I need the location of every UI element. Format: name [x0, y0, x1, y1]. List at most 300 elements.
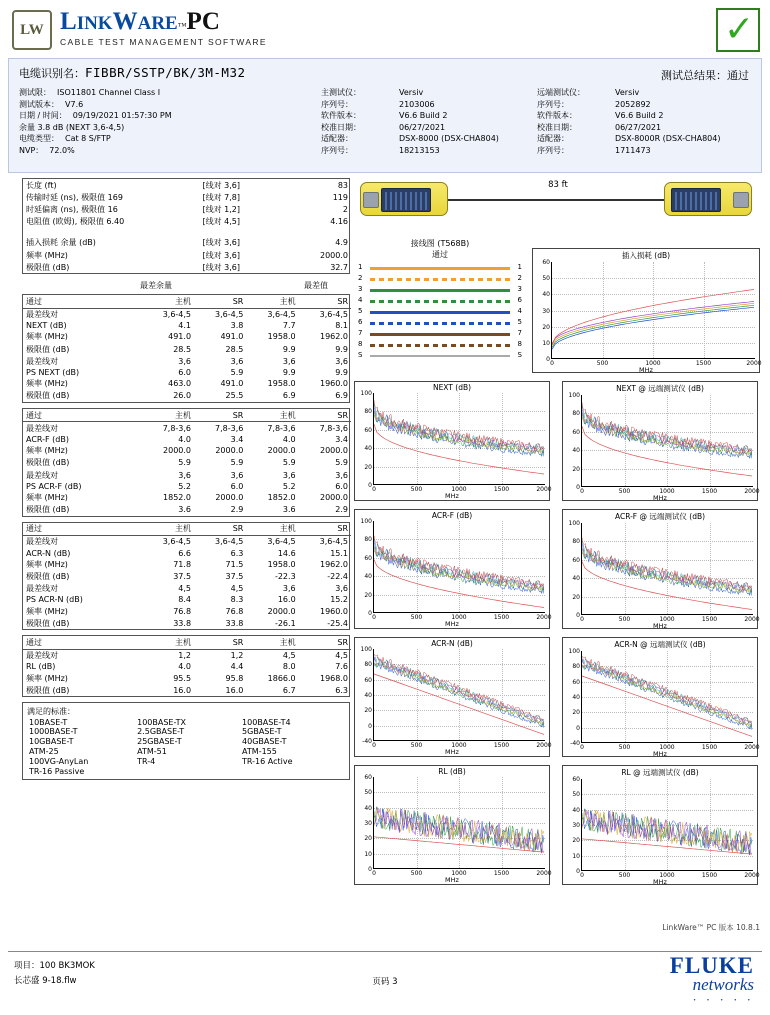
chart-xtick: 1000	[451, 870, 467, 877]
chart-xtick: 2000	[536, 486, 552, 493]
row-label: 电阻值 (欧姆), 极限值 6.40	[26, 217, 125, 227]
page-footer	[0, 955, 770, 1015]
row-label: ACR-F (dB)	[26, 434, 69, 444]
cell: 25.5	[225, 391, 244, 401]
row-label: 频率 (MHz)	[26, 492, 68, 502]
cell: -22.4	[327, 572, 348, 582]
chart-xtick: 2000	[536, 870, 552, 877]
cell: 5.9	[178, 458, 192, 468]
info-key: 序列号：	[537, 99, 569, 109]
chart-ytick: 60	[572, 678, 580, 686]
info-row	[19, 145, 319, 157]
right-column	[354, 178, 762, 886]
chart-panel	[562, 381, 758, 501]
col-sr2: SR	[337, 524, 348, 534]
table-row	[23, 662, 351, 672]
col-main: 主机	[175, 296, 192, 306]
cell: 9.9	[282, 368, 296, 378]
link-diagram	[354, 178, 762, 236]
chart-xtick: 500	[618, 744, 631, 751]
next-results-table	[22, 294, 350, 403]
brand-ware-w: W	[112, 8, 138, 35]
table-header-row	[23, 523, 351, 536]
standards-row	[27, 747, 345, 757]
chart-title: RL (dB)	[438, 767, 466, 776]
cell: 4,5	[335, 651, 348, 661]
info-value: 06/27/2021	[399, 122, 446, 132]
col-sr: SR	[232, 524, 244, 534]
col-sr2: SR	[337, 296, 348, 306]
col-status: 通过	[26, 296, 42, 306]
info-key: 测试限：	[19, 88, 51, 97]
info-row	[321, 145, 536, 157]
chart-ytick: 10	[364, 850, 372, 858]
table-row	[23, 343, 351, 355]
chart-xaxis-label: MHz	[653, 622, 667, 630]
row-value: 4.9	[335, 238, 348, 248]
table-row	[23, 331, 351, 343]
col-sr: SR	[232, 296, 244, 306]
row-label: 传输时延 (ns), 极限值 169	[26, 192, 123, 202]
row-label: 频率 (MHz)	[26, 673, 68, 683]
col-main: 主机	[175, 637, 192, 647]
cell: 14.6	[277, 548, 296, 558]
col-main2: 主机	[279, 637, 296, 647]
wiremap-pin-right: 2	[517, 274, 522, 282]
standard-item: TR-4	[137, 756, 156, 766]
row-value: 83	[337, 180, 348, 190]
chart-xtick: 1000	[659, 616, 675, 623]
cell: 7,8-3,6	[215, 423, 244, 433]
col-main2: 主机	[279, 410, 296, 420]
cell: 33.8	[173, 618, 192, 628]
cell: 1960.0	[320, 379, 348, 389]
table-row	[23, 203, 351, 215]
col-main2: 主机	[279, 296, 296, 306]
cell: -25.4	[327, 618, 348, 628]
cell: 3.4	[230, 434, 244, 444]
wiremap-pin-right: S	[517, 351, 522, 359]
table-row	[23, 321, 351, 331]
row-label: NEXT (dB)	[26, 321, 67, 331]
chart-ytick: 80	[572, 663, 580, 671]
info-row	[321, 110, 536, 122]
cell: 2.9	[230, 505, 244, 515]
chart-xtick: 2000	[536, 742, 552, 749]
info-column-remote-tester	[537, 87, 762, 157]
chart-xtick: 1500	[493, 614, 510, 621]
table-row	[23, 249, 351, 261]
chart-ytick: 20	[572, 837, 580, 845]
chart-xtick: 2000	[746, 360, 762, 367]
cell: 1962.0	[320, 559, 348, 569]
chart-xtick: 1500	[701, 488, 718, 495]
cell: 6.0	[230, 481, 244, 491]
row-label: PS ACR-N (dB)	[26, 595, 83, 605]
chart-xtick: 1500	[701, 744, 718, 751]
chart-xtick: 500	[618, 872, 631, 879]
info-key: 校准日期：	[321, 122, 361, 132]
cell: 15.2	[330, 595, 348, 605]
row-pair: [线对 3,6]	[202, 238, 240, 248]
table-row	[23, 261, 351, 273]
cell: 1,2	[178, 651, 192, 661]
project-value: 100 BK3MOK	[39, 961, 95, 971]
wiremap-pin-left: 2	[358, 274, 363, 282]
wiremap-pin-right: 4	[517, 307, 522, 315]
cell: -22.3	[274, 572, 296, 582]
chart-xtick: 2000	[744, 616, 760, 623]
info-key: 序列号：	[321, 99, 353, 109]
cell: 3,6-4,5	[162, 537, 192, 547]
brand-tm: ™	[177, 21, 187, 31]
chart-ytick: 10	[542, 339, 550, 347]
summary-table	[22, 178, 350, 274]
table-row	[23, 445, 351, 457]
cell: 3,6	[282, 470, 296, 480]
table-row	[23, 422, 351, 435]
wiremap-pin-right: 1	[517, 263, 522, 271]
chart-ytick: 40	[572, 806, 580, 814]
row-label: RL (dB)	[26, 662, 56, 672]
col-sr: SR	[232, 410, 244, 420]
cell: 16.0	[173, 685, 192, 695]
chart-ytick: 50	[542, 275, 550, 283]
page-number	[372, 975, 397, 987]
info-key: 余量 3.8 dB (NEXT 3,6-4,5)	[19, 122, 125, 132]
cell: 1962.0	[320, 332, 348, 342]
col-main: 主机	[175, 410, 192, 420]
row-label: 极限值 (dB)	[26, 262, 70, 272]
cell: 6.7	[282, 685, 296, 695]
standard-item: 100VG-AnyLan	[29, 756, 89, 766]
chart-ytick: 40	[572, 575, 580, 583]
col-sr2: SR	[337, 637, 348, 647]
standards-row	[27, 727, 345, 737]
chart-ytick: 0	[576, 868, 580, 875]
cell: 37.5	[173, 572, 192, 582]
wiremap-pin-right: 3	[517, 285, 522, 293]
footer-left	[14, 959, 95, 989]
wiremap-pin-left: 7	[358, 329, 363, 337]
wiremap-pin-left: 8	[358, 340, 363, 348]
info-row	[19, 110, 319, 122]
chart-ytick: 20	[572, 465, 580, 473]
chart-ytick: 80	[572, 538, 580, 546]
col-status: 通过	[26, 524, 42, 534]
chart-xtick: 0	[550, 360, 554, 367]
info-row	[321, 87, 536, 99]
chart-xaxis-label: MHz	[445, 492, 459, 500]
wiremap-pin-left: 3	[358, 285, 363, 293]
cell: 95.8	[225, 673, 244, 683]
chart-plot	[568, 392, 760, 495]
table-header-row	[23, 636, 351, 649]
info-value: ISO11801 Channel Class I	[57, 88, 161, 97]
chart-xtick: 0	[372, 870, 376, 877]
col-sr2: SR	[337, 410, 348, 420]
info-value: 09/19/2021 01:57:30 PM	[72, 111, 172, 121]
cell: 1852.0	[267, 492, 296, 502]
info-row	[537, 145, 762, 157]
info-key: 适配器：	[321, 134, 353, 144]
chart-title: ACR-F @ 远端测试仪 (dB)	[614, 512, 706, 521]
chart-ytick: 100	[360, 646, 372, 653]
info-value: V6.6 Build 2	[399, 111, 448, 121]
chart-xtick: 2000	[744, 488, 760, 495]
chart-ytick: 10	[572, 852, 580, 860]
cell: 7.6	[335, 662, 348, 672]
cell: 3,6	[335, 356, 348, 366]
project-label: 项目：	[14, 961, 40, 971]
standard-item: 2.5GBASE-T	[137, 727, 185, 737]
info-value: V7.6	[65, 99, 84, 109]
table-row	[23, 481, 351, 491]
cable-id-value: FIBBR/SSTP/BK/3M-M32	[85, 65, 246, 80]
chart-title: ACR-N (dB)	[431, 639, 473, 648]
margin-header-row	[22, 280, 350, 291]
tester-screen	[381, 188, 431, 212]
tester-screen	[671, 188, 721, 212]
software-version-note: LinkWare™ PC 版本 10.8.1	[662, 923, 760, 932]
info-key: NVP：	[19, 145, 44, 155]
cell: 2.9	[335, 505, 348, 515]
row-label: 长度 (ft)	[26, 180, 57, 190]
chart-xtick: 500	[618, 616, 631, 623]
brand-wordmark	[60, 8, 267, 47]
chart-ytick: 60	[364, 554, 372, 562]
info-row	[19, 122, 319, 134]
info-key: 适配器：	[537, 134, 569, 144]
cell: 6.3	[335, 685, 348, 695]
chart-title: 插入损耗 (dB)	[621, 251, 671, 260]
acrf-results-table	[22, 408, 350, 517]
page-value: 3	[392, 977, 398, 987]
standards-box	[22, 702, 350, 780]
cable-id-label: 电缆识别名：	[19, 67, 85, 80]
cell: 37.5	[225, 572, 244, 582]
cell: 8.3	[230, 595, 244, 605]
chart-panel	[562, 765, 758, 885]
cell: 1958.0	[267, 379, 296, 389]
cell: 8.4	[178, 595, 192, 605]
info-value: Versiv	[615, 88, 640, 97]
charts-grid	[354, 236, 762, 886]
info-key: 软件版本：	[537, 111, 577, 121]
chart-panel	[562, 637, 758, 757]
standard-item: TR-16 Passive	[29, 766, 85, 776]
chart-title: ACR-N @ 远端测试仪 (dB)	[614, 640, 706, 649]
cell: 95.5	[173, 673, 192, 683]
chart-title: NEXT @ 远端测试仪 (dB)	[616, 384, 704, 393]
cell: 2000.0	[320, 492, 348, 502]
row-label: 极限值 (dB)	[26, 391, 70, 401]
info-value: 18213153	[399, 145, 440, 155]
cell: 3.4	[335, 434, 348, 444]
chart-xtick: 0	[372, 486, 376, 493]
cell: 491.0	[220, 332, 244, 342]
cell: 5.9	[230, 458, 244, 468]
cell: 1,2	[230, 651, 244, 661]
col-main2: 主机	[279, 524, 296, 534]
chart-ytick: 20	[364, 463, 372, 471]
chart-ytick: 60	[572, 556, 580, 564]
cell: 3,6-4,5	[162, 310, 192, 320]
worst-value-label: 最差值	[304, 281, 328, 291]
chart-plot	[360, 518, 552, 621]
chart-ytick: 0	[576, 484, 580, 491]
chart-xtick: 0	[580, 872, 584, 879]
chart-ytick: 60	[572, 428, 580, 436]
chart-xtick: 1000	[451, 742, 467, 749]
worst-margin-label: 最差余量	[140, 281, 172, 291]
row-label: 最差线对	[26, 356, 58, 366]
col-main: 主机	[175, 524, 192, 534]
table-row	[23, 237, 351, 249]
chart-xtick: 500	[410, 486, 423, 493]
row-pair: [线对 3,6]	[202, 180, 240, 190]
table-row	[23, 216, 351, 228]
col-status: 通过	[26, 637, 42, 647]
brand-pc: PC	[186, 8, 220, 35]
table-row	[23, 491, 351, 503]
row-label: 频率 (MHz)	[26, 559, 68, 569]
row-label: 最差线对	[26, 584, 58, 594]
cell: 28.5	[225, 344, 244, 354]
cell: 28.5	[173, 344, 192, 354]
chart-ytick: 0	[368, 610, 372, 617]
fluke-wordmark: FLUKE	[669, 953, 754, 978]
cell: 3,6-4,5	[267, 310, 296, 320]
table-row	[23, 191, 351, 203]
chart-ytick: 60	[364, 774, 372, 781]
cell: 33.8	[225, 618, 244, 628]
chart-xtick: 1500	[493, 486, 510, 493]
cell: 2000.0	[267, 446, 296, 456]
table-row	[23, 457, 351, 469]
row-label: 极限值 (dB)	[26, 572, 70, 582]
cell: 6.6	[178, 548, 192, 558]
brand-link-ink: INK	[76, 13, 113, 34]
table-row	[23, 548, 351, 558]
cell: 3.8	[230, 321, 244, 331]
row-label: 极限值 (dB)	[26, 685, 70, 695]
row-pair: [线对 3,6]	[202, 250, 240, 260]
chart-xtick: 500	[410, 870, 423, 877]
cell: 26.0	[173, 391, 192, 401]
chart-ytick: 80	[364, 536, 372, 544]
cell: 5.9	[335, 458, 348, 468]
cell: 3,6-4,5	[267, 537, 296, 547]
table-row	[23, 504, 351, 516]
standards-title: 满足的标准：	[27, 707, 75, 717]
chart-title: RL @ 远端测试仪 (dB)	[621, 768, 699, 777]
chart-xtick: 2000	[744, 744, 760, 751]
chart-ytick: 40	[542, 291, 550, 299]
table-row	[23, 355, 351, 367]
chart-xtick: 2000	[744, 872, 760, 879]
cell: 3,6	[335, 470, 348, 480]
row-label: 时延偏离 (ns), 极限值 16	[26, 204, 118, 214]
plug-icon	[733, 192, 749, 208]
test-info-panel	[8, 58, 762, 173]
chart-ytick: 50	[572, 791, 580, 799]
chart-panel	[354, 637, 550, 757]
standard-item: ATM-25	[29, 747, 59, 757]
info-value: 72.0%	[49, 145, 75, 155]
col-status: 通过	[26, 410, 42, 420]
chart-xtick: 0	[372, 614, 376, 621]
row-label: 频率 (MHz)	[26, 332, 68, 342]
chart-ytick: 0	[576, 724, 580, 732]
cell: 9.9	[335, 344, 348, 354]
overall-result	[661, 67, 749, 83]
chart-ytick: 0	[546, 356, 550, 363]
table-row	[23, 179, 351, 191]
chart-ytick: 20	[364, 835, 372, 843]
cell: 3,6	[230, 356, 244, 366]
chart-ytick: 60	[364, 426, 372, 434]
cell: 2000.0	[267, 606, 296, 616]
info-row	[321, 99, 536, 111]
cell: 71.8	[173, 559, 192, 569]
chart-xtick: 1500	[701, 616, 718, 623]
chart-xtick: 1500	[695, 360, 712, 367]
cell: 4,5	[230, 584, 244, 594]
cell: 3,6	[230, 470, 244, 480]
table-row	[23, 649, 351, 662]
standard-item: 100BASE-TX	[137, 717, 186, 727]
cell: 5.9	[282, 458, 296, 468]
table-row	[23, 583, 351, 595]
chart-plot	[542, 259, 762, 367]
cell: 6.9	[282, 391, 296, 401]
standard-item: TR-16 Active	[242, 756, 293, 766]
row-value: 2	[342, 204, 348, 214]
info-value: 1711473	[615, 145, 651, 155]
standard-item: ATM-51	[137, 747, 167, 757]
table-row	[23, 570, 351, 582]
cell: 7.7	[282, 321, 296, 331]
cell: 6.0	[335, 481, 348, 491]
cell: 463.0	[168, 379, 192, 389]
chart-ytick: 40	[572, 447, 580, 455]
table-header-row	[23, 409, 351, 422]
cell: 1866.0	[267, 673, 296, 683]
cell: 9.9	[282, 344, 296, 354]
table-row	[23, 390, 351, 402]
cell: 7,8-3,6	[267, 423, 296, 433]
info-row	[19, 133, 319, 145]
info-row	[537, 110, 762, 122]
overall-result-label: 测试总结果：	[661, 69, 727, 82]
chart-xtick: 0	[372, 742, 376, 749]
chart-ytick: 30	[572, 822, 580, 829]
brand-link-l: L	[60, 8, 77, 35]
chart-ytick: 0	[368, 482, 372, 489]
standard-item: 5GBASE-T	[242, 727, 282, 737]
chart-xaxis-label: MHz	[445, 876, 459, 884]
chart-xtick: 1500	[701, 872, 718, 879]
chart-panel	[532, 248, 760, 373]
info-key: 主测试仪：	[321, 88, 361, 97]
rl-results-table	[22, 635, 350, 697]
info-value: V6.6 Build 2	[615, 111, 664, 121]
cell: 3,6-4,5	[319, 310, 348, 320]
chart-plot	[360, 646, 552, 749]
info-key: 序列号：	[537, 145, 569, 155]
fluke-networks-logo	[670, 953, 754, 1008]
